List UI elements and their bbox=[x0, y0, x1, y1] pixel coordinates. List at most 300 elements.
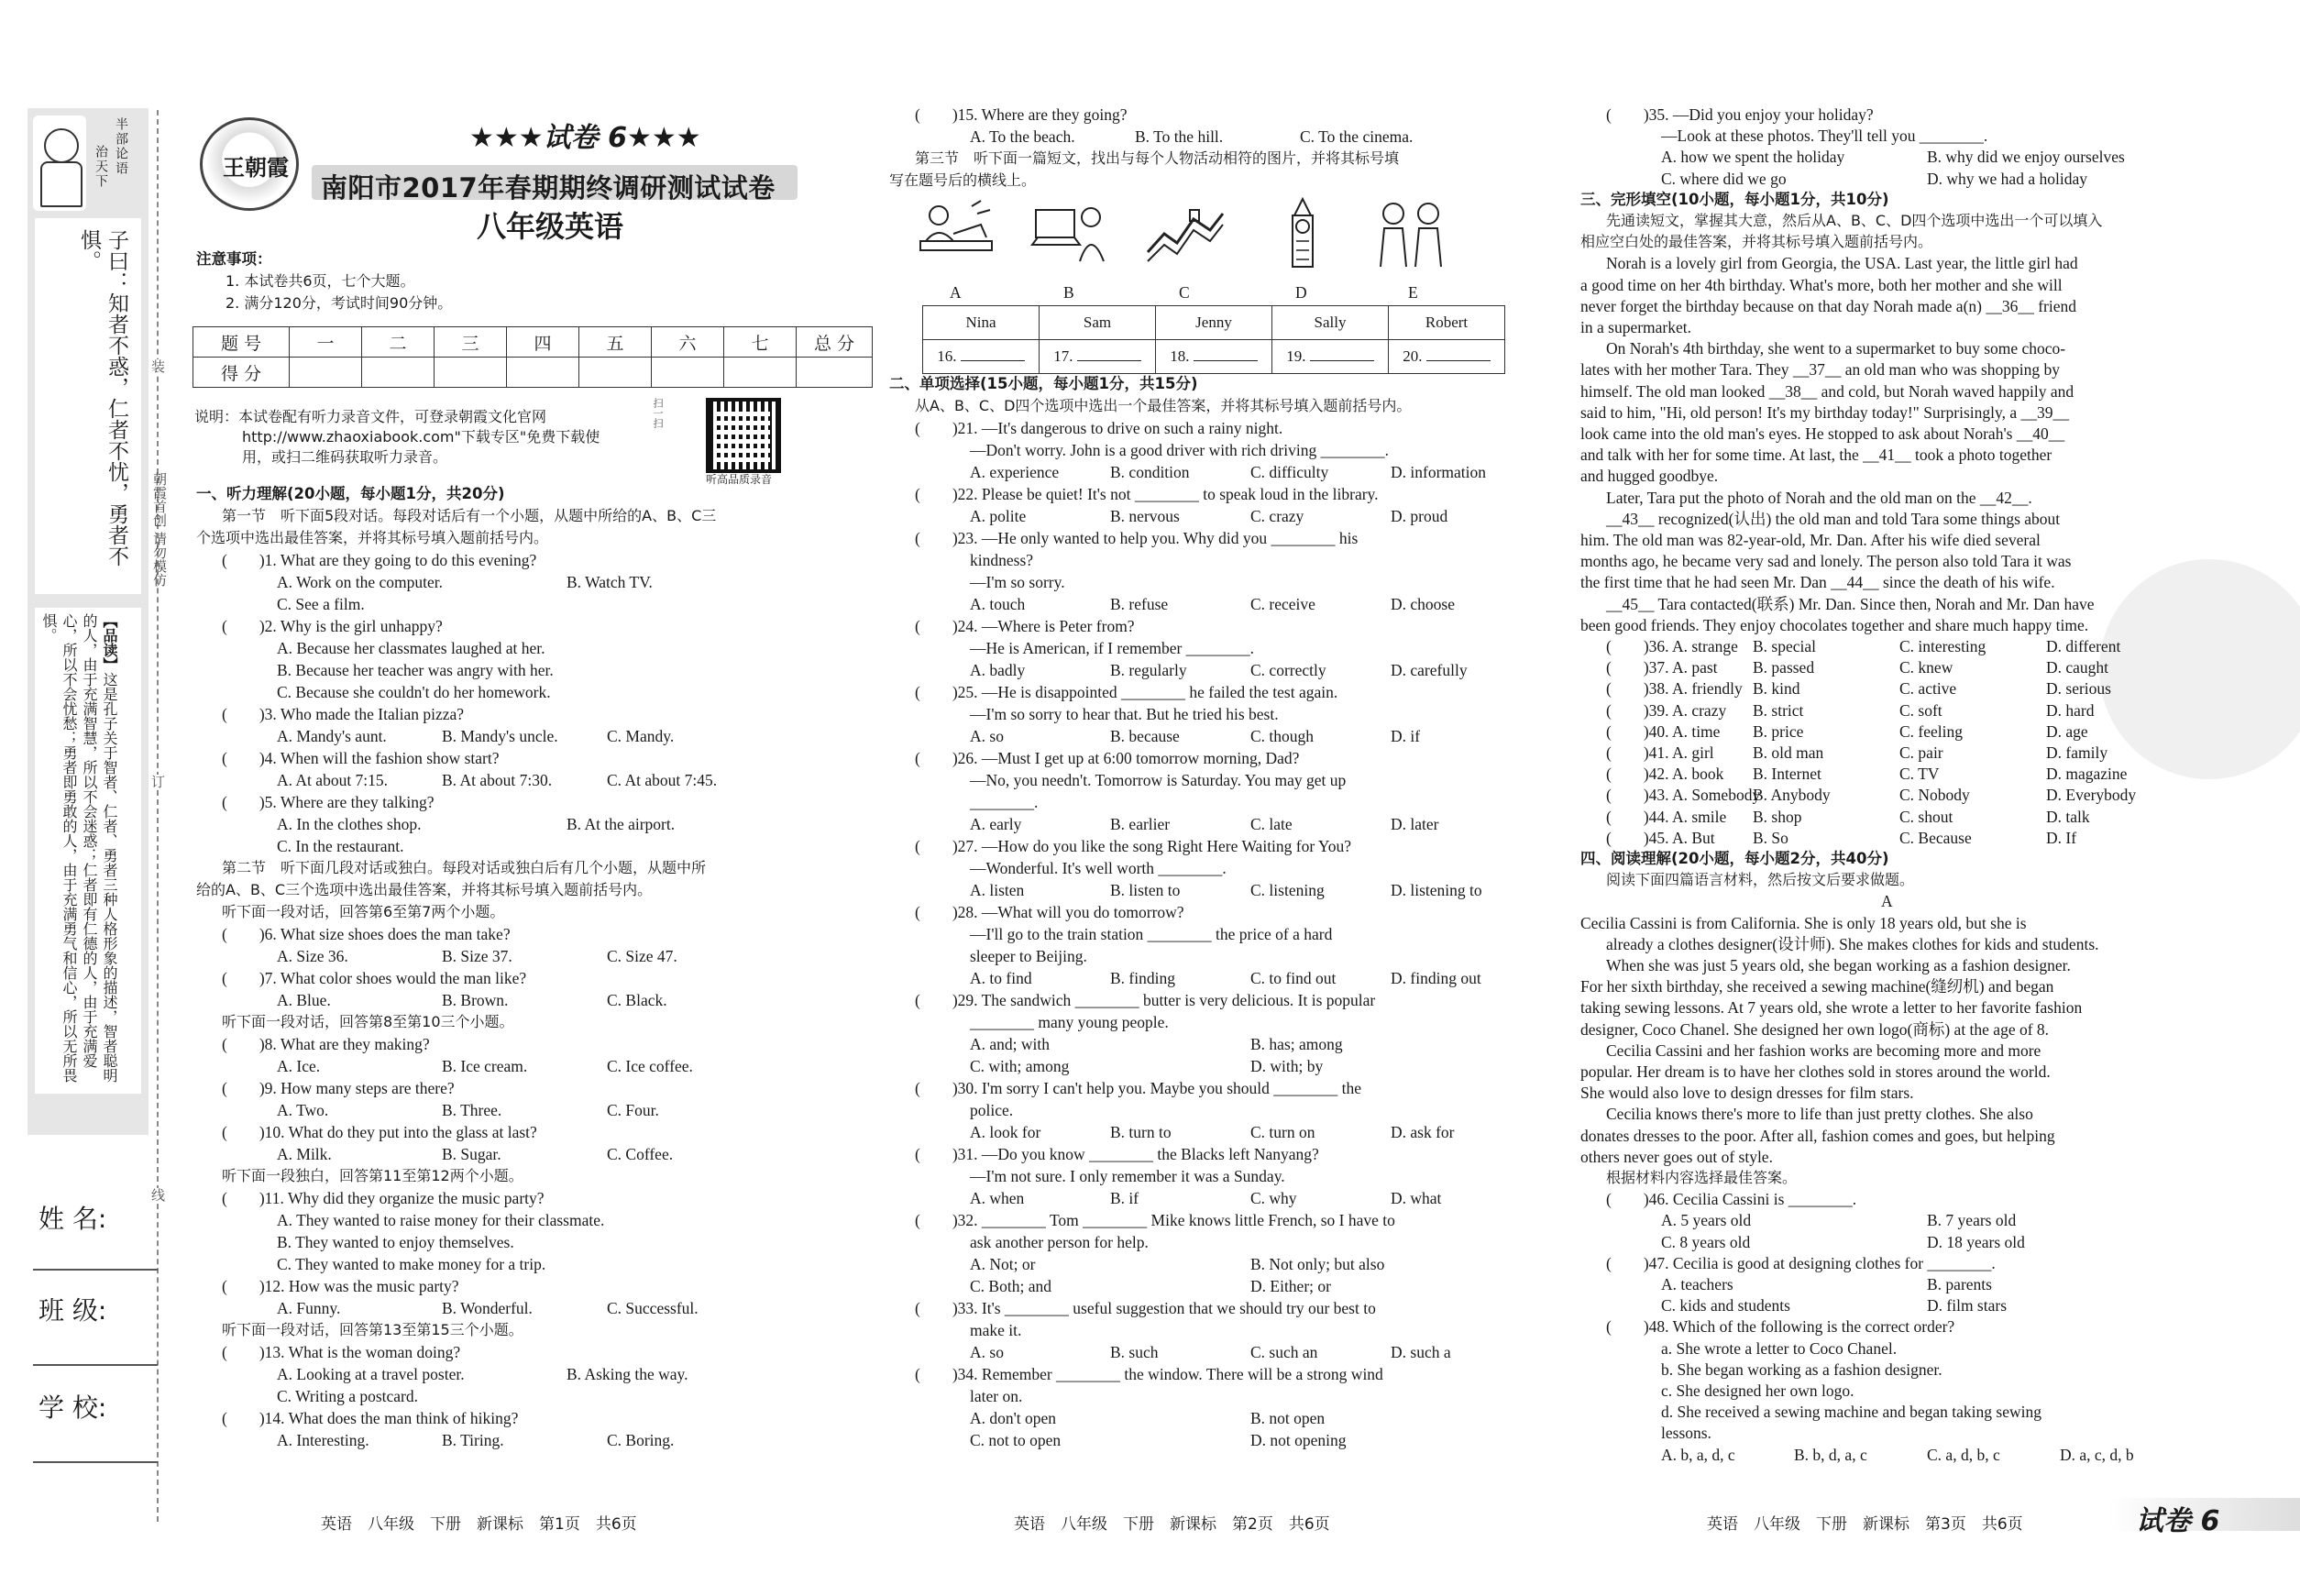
option: A. Blue. bbox=[277, 991, 331, 1009]
option: B. not open bbox=[1250, 1409, 1326, 1427]
text-line: She would also love to design dresses for film stars. bbox=[1580, 1084, 1914, 1103]
match-name: Sam bbox=[1040, 306, 1156, 340]
option: ( )39. A. crazy bbox=[1606, 700, 1727, 720]
binding-strip bbox=[28, 108, 149, 1135]
match-name: Sally bbox=[1272, 306, 1389, 340]
picture-letter-e: E bbox=[1408, 283, 1418, 302]
option: B. Wonderful. bbox=[442, 1299, 533, 1317]
pindu-box bbox=[35, 608, 141, 1094]
match-answer-cell[interactable]: 16. bbox=[923, 340, 1040, 374]
qr-code[interactable] bbox=[706, 398, 781, 473]
option: B. old man bbox=[1753, 743, 1824, 762]
option: C. why bbox=[1250, 1189, 1297, 1207]
match-answer-cell[interactable]: 18. bbox=[1156, 340, 1272, 374]
score-cell: 二 bbox=[362, 327, 435, 358]
option: A. so bbox=[970, 727, 1004, 745]
explain-line-1: 说明：本试卷配有听力录音文件，可登录朝霞文化官网 bbox=[194, 408, 547, 425]
text-line: A. They wanted to raise money for their classmate. bbox=[277, 1211, 605, 1229]
match-answer-row bbox=[923, 340, 1505, 374]
option: B. why did we enjoy ourselves bbox=[1927, 148, 2125, 167]
option: C. correctly bbox=[1250, 661, 1326, 679]
match-answer-cell[interactable]: 19. bbox=[1272, 340, 1389, 374]
picture-b-computer bbox=[1030, 197, 1109, 269]
picture-e-people bbox=[1373, 197, 1452, 269]
text-line: sleeper to Beijing. bbox=[970, 947, 1087, 965]
match-names-row bbox=[923, 306, 1505, 340]
picture-d-big-ben bbox=[1263, 197, 1342, 269]
option: C. kids and students bbox=[1661, 1296, 1790, 1315]
text-line: and hugged goodbye. bbox=[1580, 467, 1719, 486]
text-line: lates with her mother Tara. They __37__ an old man who was shopping by bbox=[1580, 360, 2061, 380]
option: C. Boring. bbox=[607, 1431, 675, 1449]
text-line: A. Because her classmates laughed at her. bbox=[277, 639, 545, 657]
text-line: and talk with her for some time. At last, the __41__ took a photo together bbox=[1580, 446, 2052, 465]
score-row-values bbox=[193, 358, 873, 388]
text-line: —He is American, if I remember ________. bbox=[970, 639, 1255, 657]
picture-letter-c: C bbox=[1179, 283, 1190, 302]
score-input-cell[interactable] bbox=[507, 358, 579, 388]
text-line: 根据材料内容选择最佳答案。 bbox=[1606, 1169, 1798, 1186]
option: C. shout bbox=[1899, 807, 1953, 826]
text-line: never forget the birthday because on that day Norah made a(n) __36__ friend bbox=[1580, 296, 2077, 315]
option: A. Looking at a travel poster. bbox=[277, 1365, 465, 1383]
brand-logo bbox=[200, 117, 299, 211]
option: C. Black. bbox=[607, 991, 667, 1009]
quote-box bbox=[35, 218, 141, 594]
text-line: himself. The old man looked __38__ and cold, but Norah waved happily and bbox=[1580, 381, 2074, 401]
option: C. where did we go bbox=[1661, 169, 1787, 188]
notes-heading: 注意事项： bbox=[196, 250, 272, 268]
option: C. Four. bbox=[607, 1101, 659, 1119]
score-input-cell[interactable] bbox=[797, 358, 873, 388]
text-line: Norah is a lovely girl from Georgia, the USA. Last year, the little girl had bbox=[1606, 254, 2078, 273]
text-line: ask another person for help. bbox=[970, 1233, 1149, 1251]
option: A. look for bbox=[970, 1123, 1041, 1141]
text-line: ( )14. What does the man think of hiking? bbox=[222, 1409, 519, 1427]
option: B. Anybody bbox=[1753, 786, 1831, 805]
text-line: C. In the restaurant. bbox=[277, 837, 404, 855]
text-line: ( )46. Cecilia Cassini is ________. bbox=[1606, 1190, 1857, 1209]
match-name: Robert bbox=[1389, 306, 1505, 340]
option: B. 7 years old bbox=[1927, 1211, 2017, 1230]
score-table bbox=[193, 326, 873, 388]
option: C. listening bbox=[1250, 881, 1325, 899]
text-line: —I'm so sorry to hear that. But he tried his best. bbox=[970, 705, 1279, 723]
option: D. If bbox=[2046, 828, 2077, 847]
score-input-cell[interactable] bbox=[435, 358, 507, 388]
option: B. Mandy's uncle. bbox=[442, 727, 558, 745]
option: B. refuse bbox=[1110, 595, 1169, 613]
score-input-cell[interactable] bbox=[652, 358, 724, 388]
text-line: Cecilia Cassini is from California. She is only 18 years old, but she is bbox=[1580, 913, 2027, 932]
option: B. listen to bbox=[1110, 881, 1181, 899]
text-line: ________. bbox=[970, 793, 1039, 811]
score-input-cell[interactable] bbox=[362, 358, 435, 388]
text-line: ( )1. What are they going to do this evening? bbox=[222, 551, 537, 569]
option: D. a, c, d, b bbox=[2060, 1445, 2134, 1464]
text-line: already a clothes designer(设计师). She makes clothes for kids and students. bbox=[1606, 934, 2099, 953]
text-line: ( )32. ________ Tom ________ Mike knows little French, so I have to bbox=[915, 1211, 1395, 1229]
text-line: ( )23. —He only wanted to help you. Why did you ________ his bbox=[915, 529, 1359, 547]
option: C. Mandy. bbox=[607, 727, 675, 745]
text-line: d. She received a sewing machine and began taking sewing bbox=[1661, 1403, 2042, 1422]
text-line: ( )34. Remember ________ the window. There will be a strong wind bbox=[915, 1365, 1383, 1383]
explain-line-3: 用，或扫二维码获取听力录音。 bbox=[242, 448, 448, 466]
option: C. Both; and bbox=[970, 1277, 1051, 1295]
option: A. Milk. bbox=[277, 1145, 332, 1163]
text-line: C. See a film. bbox=[277, 595, 365, 613]
text-line: 从A、B、C、D四个选项中选出一个最佳答案，并将其标号填入题前括号内。 bbox=[915, 397, 1412, 414]
text-line: ( )9. How many steps are there? bbox=[222, 1079, 455, 1097]
score-label-cell: 得 分 bbox=[193, 358, 290, 388]
match-name: Jenny bbox=[1156, 306, 1272, 340]
option: A. 5 years old bbox=[1661, 1211, 1752, 1230]
option: C. difficulty bbox=[1250, 463, 1329, 481]
text-line: others never goes out of style. bbox=[1580, 1147, 1773, 1166]
text-line: ( )30. I'm sorry I can't help you. Maybe you should ________ the bbox=[915, 1079, 1361, 1097]
option: C. crazy bbox=[1250, 507, 1304, 525]
option: ( )36. A. strange bbox=[1606, 637, 1738, 655]
option: D. what bbox=[1391, 1189, 1442, 1207]
credit-text: 朝霞首创 请勿模仿 bbox=[151, 472, 168, 587]
option: A. early bbox=[970, 815, 1022, 833]
text-line: 听下面一段对话，回答第8至第10三个小题。 bbox=[222, 1013, 514, 1030]
text-line: Cecilia Cassini and her fashion works are becoming more and more bbox=[1606, 1040, 2041, 1060]
text-line: 个选项中选出最佳答案，并将其标号填入题前括号内。 bbox=[196, 529, 549, 546]
text-line: said to him, "Hi, old person! It's my birthday today!" Surprisingly, a __39__ bbox=[1580, 402, 2069, 422]
option: C. such an bbox=[1250, 1343, 1318, 1361]
text-line: On Norah's 4th birthday, she went to a supermarket to buy some choco- bbox=[1606, 339, 2066, 358]
option: A. badly bbox=[970, 661, 1026, 679]
text-line: been good friends. They enjoy chocolates together and share much happy time. bbox=[1580, 615, 2089, 634]
option: B. So bbox=[1753, 828, 1788, 847]
option: D. age bbox=[2046, 721, 2088, 741]
option: C. feeling bbox=[1899, 721, 1964, 741]
option: D. serious bbox=[2046, 679, 2111, 699]
text-line: 听下面一段对话，回答第13至第15三个小题。 bbox=[222, 1321, 523, 1338]
text-line: make it. bbox=[970, 1321, 1022, 1339]
text-line: ( )47. Cecilia is good at designing clothes for ________. bbox=[1606, 1253, 1996, 1272]
option: C. Successful. bbox=[607, 1299, 699, 1317]
option: A. Work on the computer. bbox=[277, 573, 444, 591]
text-line: ( )29. The sandwich ________ butter is very delicious. It is popular bbox=[915, 991, 1376, 1009]
option: A. to find bbox=[970, 969, 1032, 987]
text-line: ( )3. Who made the Italian pizza? bbox=[222, 705, 465, 723]
text-line: 阅读下面四篇语言材料，然后按文后要求做题。 bbox=[1606, 871, 1915, 889]
text-line: ________ many young people. bbox=[970, 1013, 1169, 1031]
option: D. not opening bbox=[1250, 1431, 1347, 1449]
text-line: A bbox=[1881, 892, 1893, 911]
option: A. and; with bbox=[970, 1035, 1051, 1053]
text-line: B. Because her teacher was angry with her. bbox=[277, 661, 554, 679]
option: A. In the clothes shop. bbox=[277, 815, 422, 833]
option: C. At about 7:45. bbox=[607, 771, 718, 789]
qr-side-label: 扫一扫 bbox=[652, 398, 664, 428]
name-line[interactable] bbox=[33, 1269, 158, 1271]
option: C. To the cinema. bbox=[1300, 127, 1414, 146]
picture-letter-b: B bbox=[1063, 283, 1074, 302]
text-line: Later, Tara put the photo of Norah and the old man on the __42__. bbox=[1606, 488, 2032, 507]
watermark-stamp bbox=[2099, 559, 2300, 779]
option: D. different bbox=[2046, 637, 2121, 655]
option: D. ask for bbox=[1391, 1123, 1455, 1141]
text-line: months ago, he became very sad and lonely. The person also told Tara it was bbox=[1580, 552, 2072, 571]
option: D. finding out bbox=[1391, 969, 1481, 987]
option: D. listening to bbox=[1391, 881, 1482, 899]
score-input-cell[interactable] bbox=[579, 358, 652, 388]
confucius-illustration bbox=[33, 116, 86, 211]
name-label: 姓 名: bbox=[39, 1204, 107, 1234]
option: B. Brown. bbox=[442, 991, 509, 1009]
match-table bbox=[922, 305, 1505, 374]
option: B. passed bbox=[1753, 658, 1815, 677]
option: B. At about 7:30. bbox=[442, 771, 553, 789]
option: A. Size 36. bbox=[277, 947, 348, 965]
text-line: 写在题号后的横线上。 bbox=[889, 171, 1037, 189]
text-line: a. She wrote a letter to Coco Chanel. bbox=[1661, 1338, 1898, 1358]
text-line: C. Writing a postcard. bbox=[277, 1387, 419, 1405]
option: D. talk bbox=[2046, 807, 2090, 826]
option: B. Not only; but also bbox=[1250, 1255, 1385, 1273]
text-line: __43__ recognized(认出) the old man and told Tara some things about bbox=[1606, 509, 2061, 528]
option: A. experience bbox=[970, 463, 1060, 481]
option: D. film stars bbox=[1927, 1296, 2008, 1315]
option: A. Interesting. bbox=[277, 1431, 369, 1449]
text-line: ( )7. What color shoes would the man like? bbox=[222, 969, 527, 987]
option: A. Ice. bbox=[277, 1057, 321, 1075]
option: B. Internet bbox=[1753, 765, 1821, 784]
option: C. Because bbox=[1899, 828, 1972, 847]
option: C. with; among bbox=[970, 1057, 1070, 1075]
option: D. why we had a holiday bbox=[1927, 169, 2087, 188]
quote-text: 子曰：知者不惑，仁者不忧，勇者不惧。 bbox=[77, 229, 128, 567]
text-line: designer, Coco Chanel. She designed her own logo(商标) at the age of 8. bbox=[1580, 1019, 2050, 1039]
text-line: C. Because she couldn't do her homework. bbox=[277, 683, 551, 701]
footer-page-1: 英语 八年级 下册 新课标 第1页 共6页 bbox=[321, 1515, 637, 1534]
series-label: ★★★试卷 6★★★ bbox=[469, 122, 701, 154]
class-line[interactable] bbox=[33, 1364, 158, 1366]
page-badge bbox=[2108, 1498, 2300, 1537]
option: B. condition bbox=[1110, 463, 1190, 481]
option: B. Ice cream. bbox=[442, 1057, 528, 1075]
option: ( )37. A. past bbox=[1606, 658, 1718, 677]
footer-page-3: 英语 八年级 下册 新课标 第3页 共6页 bbox=[1707, 1515, 2023, 1534]
option: A. At about 7:15. bbox=[277, 771, 389, 789]
option: A. Mandy's aunt. bbox=[277, 727, 387, 745]
text-line: —Wonderful. It's well worth ________. bbox=[970, 859, 1227, 877]
option: D. information bbox=[1391, 463, 1487, 481]
text-line: ( )25. —He is disappointed ________ he failed the test again. bbox=[915, 683, 1338, 701]
text-line: ( )28. —What will you do tomorrow? bbox=[915, 903, 1184, 921]
score-cell: 六 bbox=[652, 327, 724, 358]
text-line: lessons. bbox=[1661, 1424, 1711, 1443]
option: B. has; among bbox=[1250, 1035, 1343, 1053]
text-line: ( )26. —Must I get up at 6:00 tomorrow morning, Dad? bbox=[915, 749, 1300, 767]
score-row-header bbox=[193, 327, 873, 358]
text-line: 三、完形填空(10小题，每小题1分，共10分) bbox=[1580, 190, 1889, 208]
option: C. a, d, b, c bbox=[1927, 1445, 2000, 1464]
text-line: ( )12. How was the music party? bbox=[222, 1277, 459, 1295]
text-line: 四、阅读理解(20小题，每小题2分，共40分) bbox=[1580, 850, 1889, 867]
option: D. such a bbox=[1391, 1343, 1451, 1361]
option: A. so bbox=[970, 1343, 1004, 1361]
option: C. Nobody bbox=[1899, 786, 1970, 805]
option: B. earlier bbox=[1110, 815, 1171, 833]
page-badge-text: 试卷 6 bbox=[2136, 1505, 2220, 1537]
option: B. Three. bbox=[442, 1101, 502, 1119]
option: A. Not; or bbox=[970, 1255, 1036, 1273]
text-line: When she was just 5 years old, she began working as a fashion designer. bbox=[1606, 956, 2071, 974]
option: A. Two. bbox=[277, 1101, 329, 1119]
option: ( )42. A. book bbox=[1606, 765, 1724, 784]
option: C. receive bbox=[1250, 595, 1315, 613]
option: C. 8 years old bbox=[1661, 1232, 1751, 1251]
score-input-cell[interactable] bbox=[290, 358, 362, 388]
option: D. proud bbox=[1391, 507, 1448, 525]
option: D. caught bbox=[2046, 658, 2109, 677]
text-line: taking sewing lessons. At 7 years old, she wrote a letter to her favorite fashion bbox=[1580, 998, 2083, 1018]
text-line: ( )6. What size shoes does the man take? bbox=[222, 925, 511, 943]
option: ( )44. A. smile bbox=[1606, 807, 1727, 826]
text-line: ( )48. Which of the following is the correct order? bbox=[1606, 1317, 1955, 1337]
score-input-cell[interactable] bbox=[724, 358, 797, 388]
option: B. Sugar. bbox=[442, 1145, 501, 1163]
text-line: later on. bbox=[970, 1387, 1023, 1405]
match-answer-cell[interactable]: 20. bbox=[1389, 340, 1505, 374]
option: A. polite bbox=[970, 507, 1027, 525]
option: B. parents bbox=[1927, 1275, 1992, 1293]
option: B. shop bbox=[1753, 807, 1802, 826]
picture-a-reading bbox=[917, 197, 996, 269]
text-line: 给的A、B、C三个选项中选出最佳答案，并将其标号填入题前括号内。 bbox=[196, 881, 653, 898]
option: ( )45. A. But bbox=[1606, 828, 1715, 847]
text-line: ( )4. When will the fashion show start? bbox=[222, 749, 500, 767]
text-line: ( )13. What is the woman doing? bbox=[222, 1343, 461, 1361]
text-line: ( )21. —It's dangerous to drive on such a rainy night. bbox=[915, 419, 1283, 437]
text-line: __45__ Tara contacted(联系) Mr. Dan. Since then, Norah and Mr. Dan have bbox=[1606, 594, 2095, 613]
option: D. family bbox=[2046, 743, 2108, 762]
text-line: 第三节 听下面一篇短文，找出与每个人物活动相符的图片，并将其标号填 bbox=[915, 149, 1400, 167]
text-line: ( )22. Please be quiet! It's not ________ to speak loud in the library. bbox=[915, 485, 1379, 503]
option: B. To the hill. bbox=[1135, 127, 1224, 146]
text-line: 先通读短文，掌握其大意，然后从A、B、C、D四个选项中选出一个可以填入 bbox=[1606, 212, 2103, 229]
option: B. finding bbox=[1110, 969, 1175, 987]
option: B. Watch TV. bbox=[567, 573, 653, 591]
binding-cut-line bbox=[157, 110, 159, 1522]
option: C. though bbox=[1250, 727, 1315, 745]
option: B. price bbox=[1753, 721, 1804, 741]
option: C. Size 47. bbox=[607, 947, 677, 965]
match-answer-cell[interactable]: 17. bbox=[1040, 340, 1156, 374]
exam-title: 南阳市2017年春期期终调研测试试卷 bbox=[321, 172, 776, 204]
option: C. late bbox=[1250, 815, 1293, 833]
note-2: 2. 满分120分，考试时间90分钟。 bbox=[226, 294, 453, 312]
option: B. because bbox=[1110, 727, 1180, 745]
score-cell: 一 bbox=[290, 327, 362, 358]
option: C. TV bbox=[1899, 765, 1940, 784]
option: A. teachers bbox=[1661, 1275, 1733, 1293]
text-line: 听下面一段对话，回答第6至第7两个小题。 bbox=[222, 903, 505, 920]
option: B. special bbox=[1753, 637, 1817, 655]
picture-c-great-wall bbox=[1146, 197, 1225, 269]
option: ( )41. A. girl bbox=[1606, 743, 1714, 762]
option: D. hard bbox=[2046, 700, 2095, 720]
match-name: Nina bbox=[923, 306, 1040, 340]
text-line: look came into the old man's eyes. He stopped to ask about Norah's __40__ bbox=[1580, 424, 2065, 443]
option: B. turn to bbox=[1110, 1123, 1172, 1141]
option: B. Tiring. bbox=[442, 1431, 504, 1449]
text-line: —Look at these photos. They'll tell you ________. bbox=[1661, 127, 1988, 146]
school-line[interactable] bbox=[33, 1461, 158, 1463]
option: C. interesting bbox=[1899, 637, 1986, 655]
pindu-text: 【品读】这是孔子关于智者、仁者、勇者三种人格形象的描述，智者聪明的人，由于充满智慧，所以不会迷惑；仁者即有仁德的人，由于充满爱心，所以不会忧愁；勇者即勇敢的人，由于充满勇气和信心，所以无所畏惧。 bbox=[40, 613, 118, 1083]
text-line: ( )15. Where are they going? bbox=[915, 105, 1128, 124]
option: D. if bbox=[1391, 727, 1421, 745]
text-line: —No, you needn't. Tomorrow is Saturday. You may get up bbox=[970, 771, 1347, 789]
brand-text: 王朝霞 bbox=[223, 155, 289, 181]
text-line: ( )35. —Did you enjoy your holiday? bbox=[1606, 105, 1874, 124]
text-line: b. She began working as a fashion designer. bbox=[1661, 1359, 1942, 1379]
text-line: —I'm not sure. I only remember it was a Sunday. bbox=[970, 1167, 1285, 1185]
option: ( )40. A. time bbox=[1606, 721, 1721, 741]
text-line: Cecilia knows there's more to life than just pretty clothes. She also bbox=[1606, 1105, 2033, 1124]
option: ( )43. A. Somebody bbox=[1606, 786, 1761, 805]
option: D. Either; or bbox=[1250, 1277, 1331, 1295]
score-cell: 五 bbox=[579, 327, 652, 358]
text-line: 相应空白处的最佳答案，并将其标号填入题前括号内。 bbox=[1580, 233, 1933, 251]
option: B. kind bbox=[1753, 679, 1800, 699]
option: D. Everybody bbox=[2046, 786, 2137, 805]
text-line: ( )10. What do they put into the glass at last? bbox=[222, 1123, 537, 1141]
text-line: donates dresses to the poor. After all, fashion comes and goes, but helping bbox=[1580, 1126, 2055, 1145]
text-line: popular. Her dream is to have her clothes sold in stores around the world. bbox=[1580, 1062, 2051, 1081]
qr-caption: 听高品质录音 bbox=[706, 473, 773, 486]
text-line: police. bbox=[970, 1101, 1014, 1119]
option: A. Funny. bbox=[277, 1299, 341, 1317]
text-line: a good time on her 4th birthday. What's more, both her mother and she will bbox=[1580, 275, 2063, 294]
footer-page-2: 英语 八年级 下册 新课标 第2页 共6页 bbox=[1014, 1515, 1330, 1534]
note-1: 1. 本试卷共6页，七个大题。 bbox=[226, 272, 415, 290]
option: C. active bbox=[1899, 679, 1957, 699]
option: B. such bbox=[1110, 1343, 1159, 1361]
option: ( )38. A. friendly bbox=[1606, 679, 1743, 699]
text-line: 第一节 听下面5段对话。每段对话后有一个小题，从题中所给的A、B、C三 bbox=[222, 507, 717, 524]
option: D. with; by bbox=[1250, 1057, 1324, 1075]
text-line: —I'm so sorry. bbox=[970, 573, 1065, 591]
score-cell: 四 bbox=[507, 327, 579, 358]
option: D. 18 years old bbox=[1927, 1232, 2025, 1251]
text-line: the first time that he had seen Mr. Dan __44__ since the death of his wife. bbox=[1580, 573, 2055, 592]
text-line: C. They wanted to make money for a trip. bbox=[277, 1255, 546, 1273]
seal-char-3: 线 bbox=[149, 1188, 166, 1202]
option: B. At the airport. bbox=[567, 815, 676, 833]
option: D. carefully bbox=[1391, 661, 1468, 679]
option: B. b, d, a, c bbox=[1794, 1445, 1867, 1464]
option: A. To the beach. bbox=[970, 127, 1075, 146]
option: A. listen bbox=[970, 881, 1025, 899]
option: A. when bbox=[970, 1189, 1025, 1207]
text-line: 二、单项选择(15小题，每小题1分，共15分) bbox=[889, 375, 1198, 392]
text-line: ( )24. —Where is Peter from? bbox=[915, 617, 1135, 635]
text-line: —Don't worry. John is a good driver with rich driving ________. bbox=[970, 441, 1389, 459]
text-line: ( )11. Why did they organize the music party? bbox=[222, 1189, 545, 1207]
option: B. regularly bbox=[1110, 661, 1187, 679]
explain-line-2: http://www.zhaoxiabook.com"下载专区"免费下载使 bbox=[242, 428, 600, 446]
text-line: c. She designed her own logo. bbox=[1661, 1381, 1854, 1400]
option: C. Ice coffee. bbox=[607, 1057, 693, 1075]
option: A. how we spent the holiday bbox=[1661, 148, 1845, 167]
text-line: For her sixth birthday, she received a sewing machine(缝纫机) and began bbox=[1580, 977, 2054, 996]
